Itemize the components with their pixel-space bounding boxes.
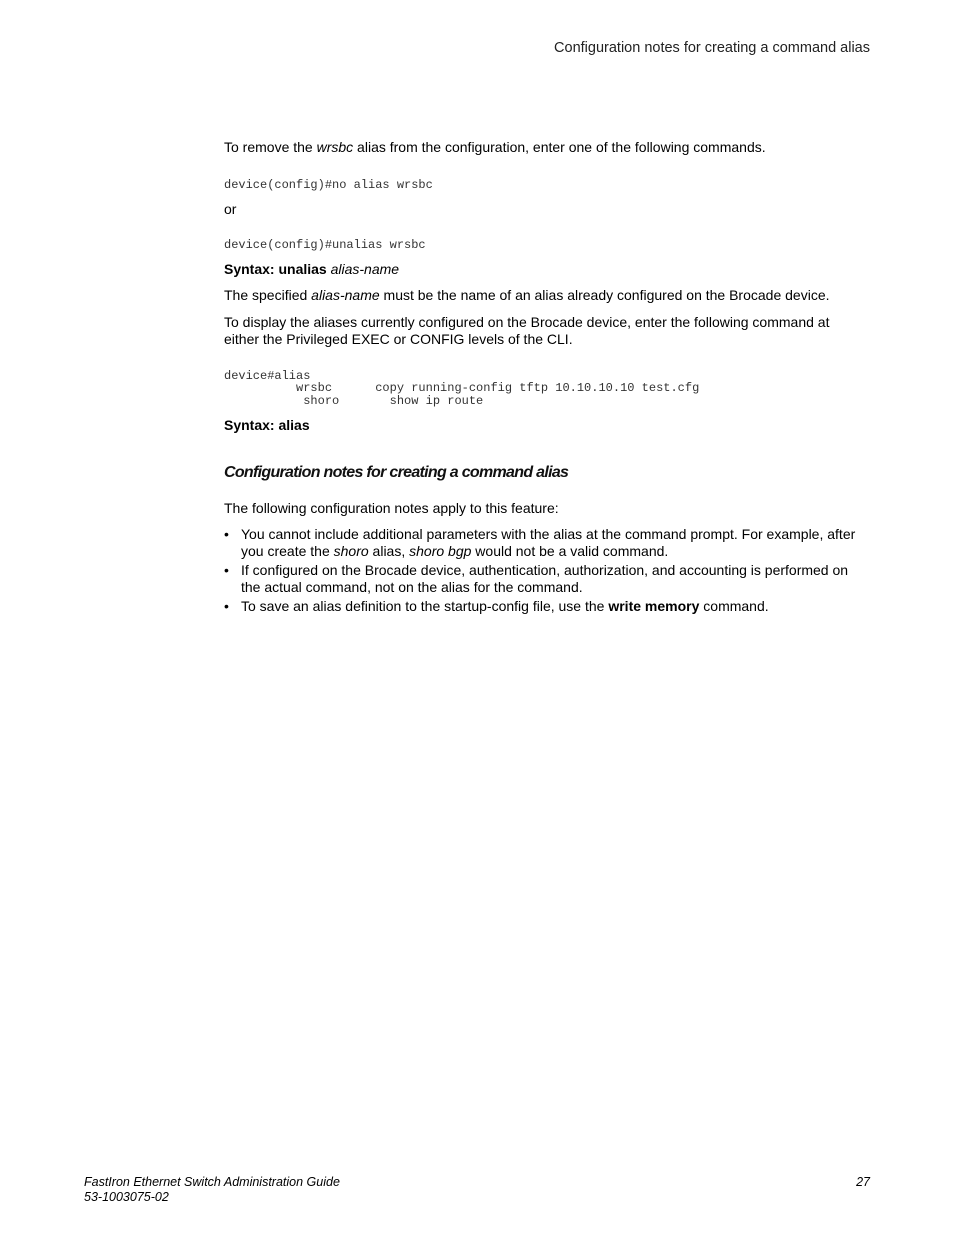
or-text: or bbox=[224, 201, 237, 217]
footer-guide-title: FastIron Ethernet Switch Administration Guide bbox=[84, 1175, 340, 1189]
notes-list bbox=[224, 526, 864, 617]
notes-intro: The following configuration notes apply to this feature: bbox=[224, 500, 559, 516]
bullet-icon: • bbox=[224, 598, 229, 614]
footer-doc-number: 53-1003075-02 bbox=[84, 1190, 169, 1204]
code-alias-line2: wrsbc copy running-config tftp 10.10.10.10 test.cfg bbox=[224, 381, 700, 395]
remove-intro-paragraph: To remove the wrsbc alias from the configuration, enter one of the following commands. bbox=[224, 139, 766, 155]
display-paragraph-line2: either the Privileged EXEC or CONFIG levels of the CLI. bbox=[224, 331, 573, 347]
syntax-alias: Syntax: alias bbox=[224, 417, 310, 433]
syntax-unalias: Syntax: unalias alias-name bbox=[224, 261, 400, 277]
specified-paragraph: The specified alias-name must be the name of an alias already configured on the Brocade device. bbox=[224, 287, 830, 303]
list-item: • You cannot include additional parameters with the alias at the command prompt. For example, after you create the shoro alias, shoro bgp would not be a valid command. bbox=[224, 526, 856, 559]
footer-page-number: 27 bbox=[856, 1175, 870, 1189]
bullet-icon: • bbox=[224, 526, 229, 542]
code-alias-line1: device#alias bbox=[224, 369, 311, 383]
bullet-icon: • bbox=[224, 562, 229, 578]
footer-doc-info bbox=[84, 1175, 340, 1205]
code-alias-line3: shoro show ip route bbox=[224, 394, 484, 408]
running-header: Configuration notes for creating a command alias bbox=[554, 40, 870, 56]
section-heading: Configuration notes for creating a command alias bbox=[224, 464, 569, 481]
code-unalias: device(config)#unalias wrsbc bbox=[224, 238, 426, 252]
list-item: • If configured on the Brocade device, authentication, authorization, and accounting is performed on the actual command, not on the alias for the command. bbox=[224, 562, 849, 595]
code-no-alias: device(config)#no alias wrsbc bbox=[224, 178, 433, 192]
display-paragraph-line1: To display the aliases currently configured on the Brocade device, enter the following command at bbox=[224, 314, 830, 330]
list-item: • To save an alias definition to the startup-config file, use the write memory command. bbox=[224, 598, 769, 614]
alias-name-wrsbc: wrsbc bbox=[316, 139, 354, 155]
